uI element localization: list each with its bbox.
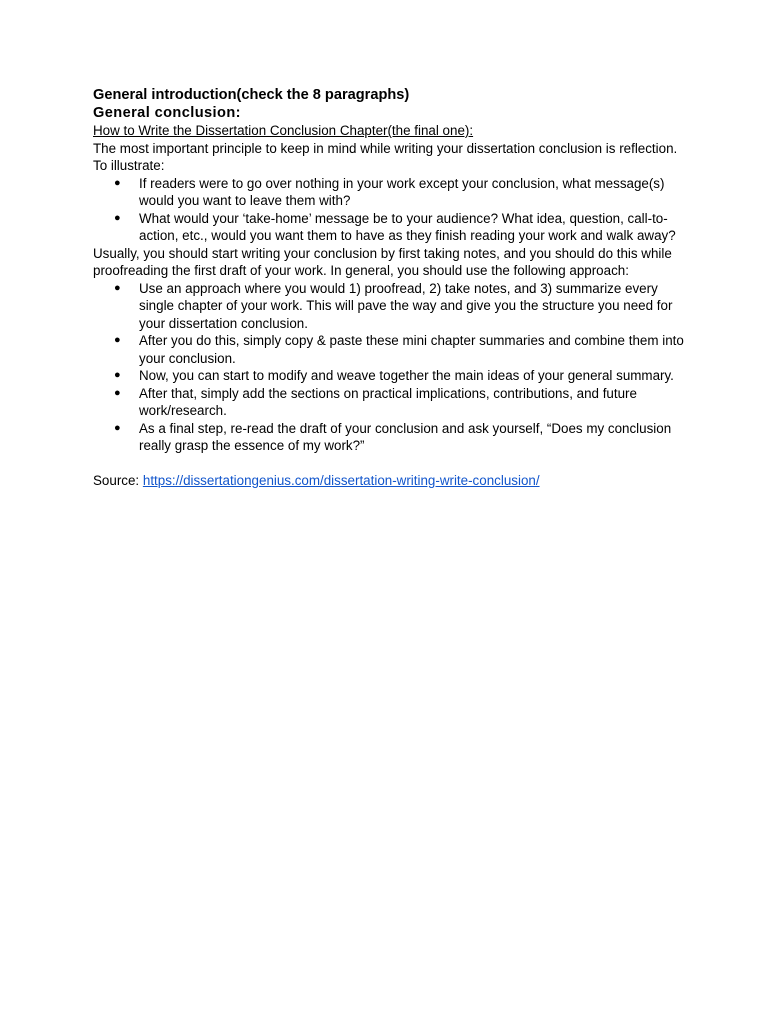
heading-introduction: General introduction(check the 8 paragraphs) (93, 87, 410, 103)
bullet-icon: ● (114, 176, 121, 189)
list-item-text: Use an approach where you would 1) proofread, 2) take notes, and 3) summarize every single chapter of your work. This will pave the way and give you the structure you need for your dissertation conclusion. (139, 280, 673, 331)
list-item-text: Now, you can start to modify and weave together the main ideas of your general summary. (139, 368, 674, 383)
bullet-icon: ● (114, 211, 121, 224)
bullet-icon: ● (114, 369, 121, 381)
list-item (93, 385, 693, 420)
heading-conclusion: General conclusion: (93, 105, 241, 121)
list-item (93, 367, 693, 385)
source-label: Source: (93, 473, 143, 488)
section-subtitle: How to Write the Dissertation Conclusion Chapter(the final one): (93, 123, 474, 138)
source-line (93, 472, 693, 490)
list-item (93, 210, 693, 245)
source-link[interactable]: https://dissertationgenius.com/dissertation-writing-write-conclusion/ (142, 473, 540, 488)
list-item-text: What would your ‘take-home’ message be to your audience? What idea, question, call-to-action, etc., would you want them to have as they finish reading your work and walk away? (139, 210, 676, 243)
bullet-icon: ● (114, 386, 121, 399)
list-item-text: After you do this, simply copy & paste these mini chapter summaries and combine them into your conclusion. (139, 333, 684, 366)
document-page (93, 86, 693, 490)
list-item (93, 280, 693, 333)
paragraph-reflection: The most important principle to keep in mind while writing your dissertation conclusion is reflection. To illustrate: (93, 140, 678, 173)
list-item-text: If readers were to go over nothing in your work except your conclusion, what message(s) would you want to leave them with? (139, 175, 665, 208)
bullet-icon: ● (114, 334, 121, 346)
paragraph-approach: Usually, you should start writing your conclusion by first taking notes, and you should do this while proofreading the first draft of your work. In general, you should use the following approach: (93, 245, 672, 278)
list-item-text: After that, simply add the sections on practical implications, contributions, and future work/research. (139, 385, 637, 418)
approach-list (93, 280, 693, 455)
list-item (93, 420, 693, 455)
bullet-icon: ● (114, 281, 121, 294)
list-item (93, 332, 693, 367)
list-item-text: As a final step, re-read the draft of your conclusion and ask yourself, “Does my conclusion really grasp the essence of my work?” (139, 420, 672, 453)
list-item (93, 175, 693, 210)
bullet-icon: ● (114, 421, 121, 434)
reflection-list (93, 175, 693, 245)
